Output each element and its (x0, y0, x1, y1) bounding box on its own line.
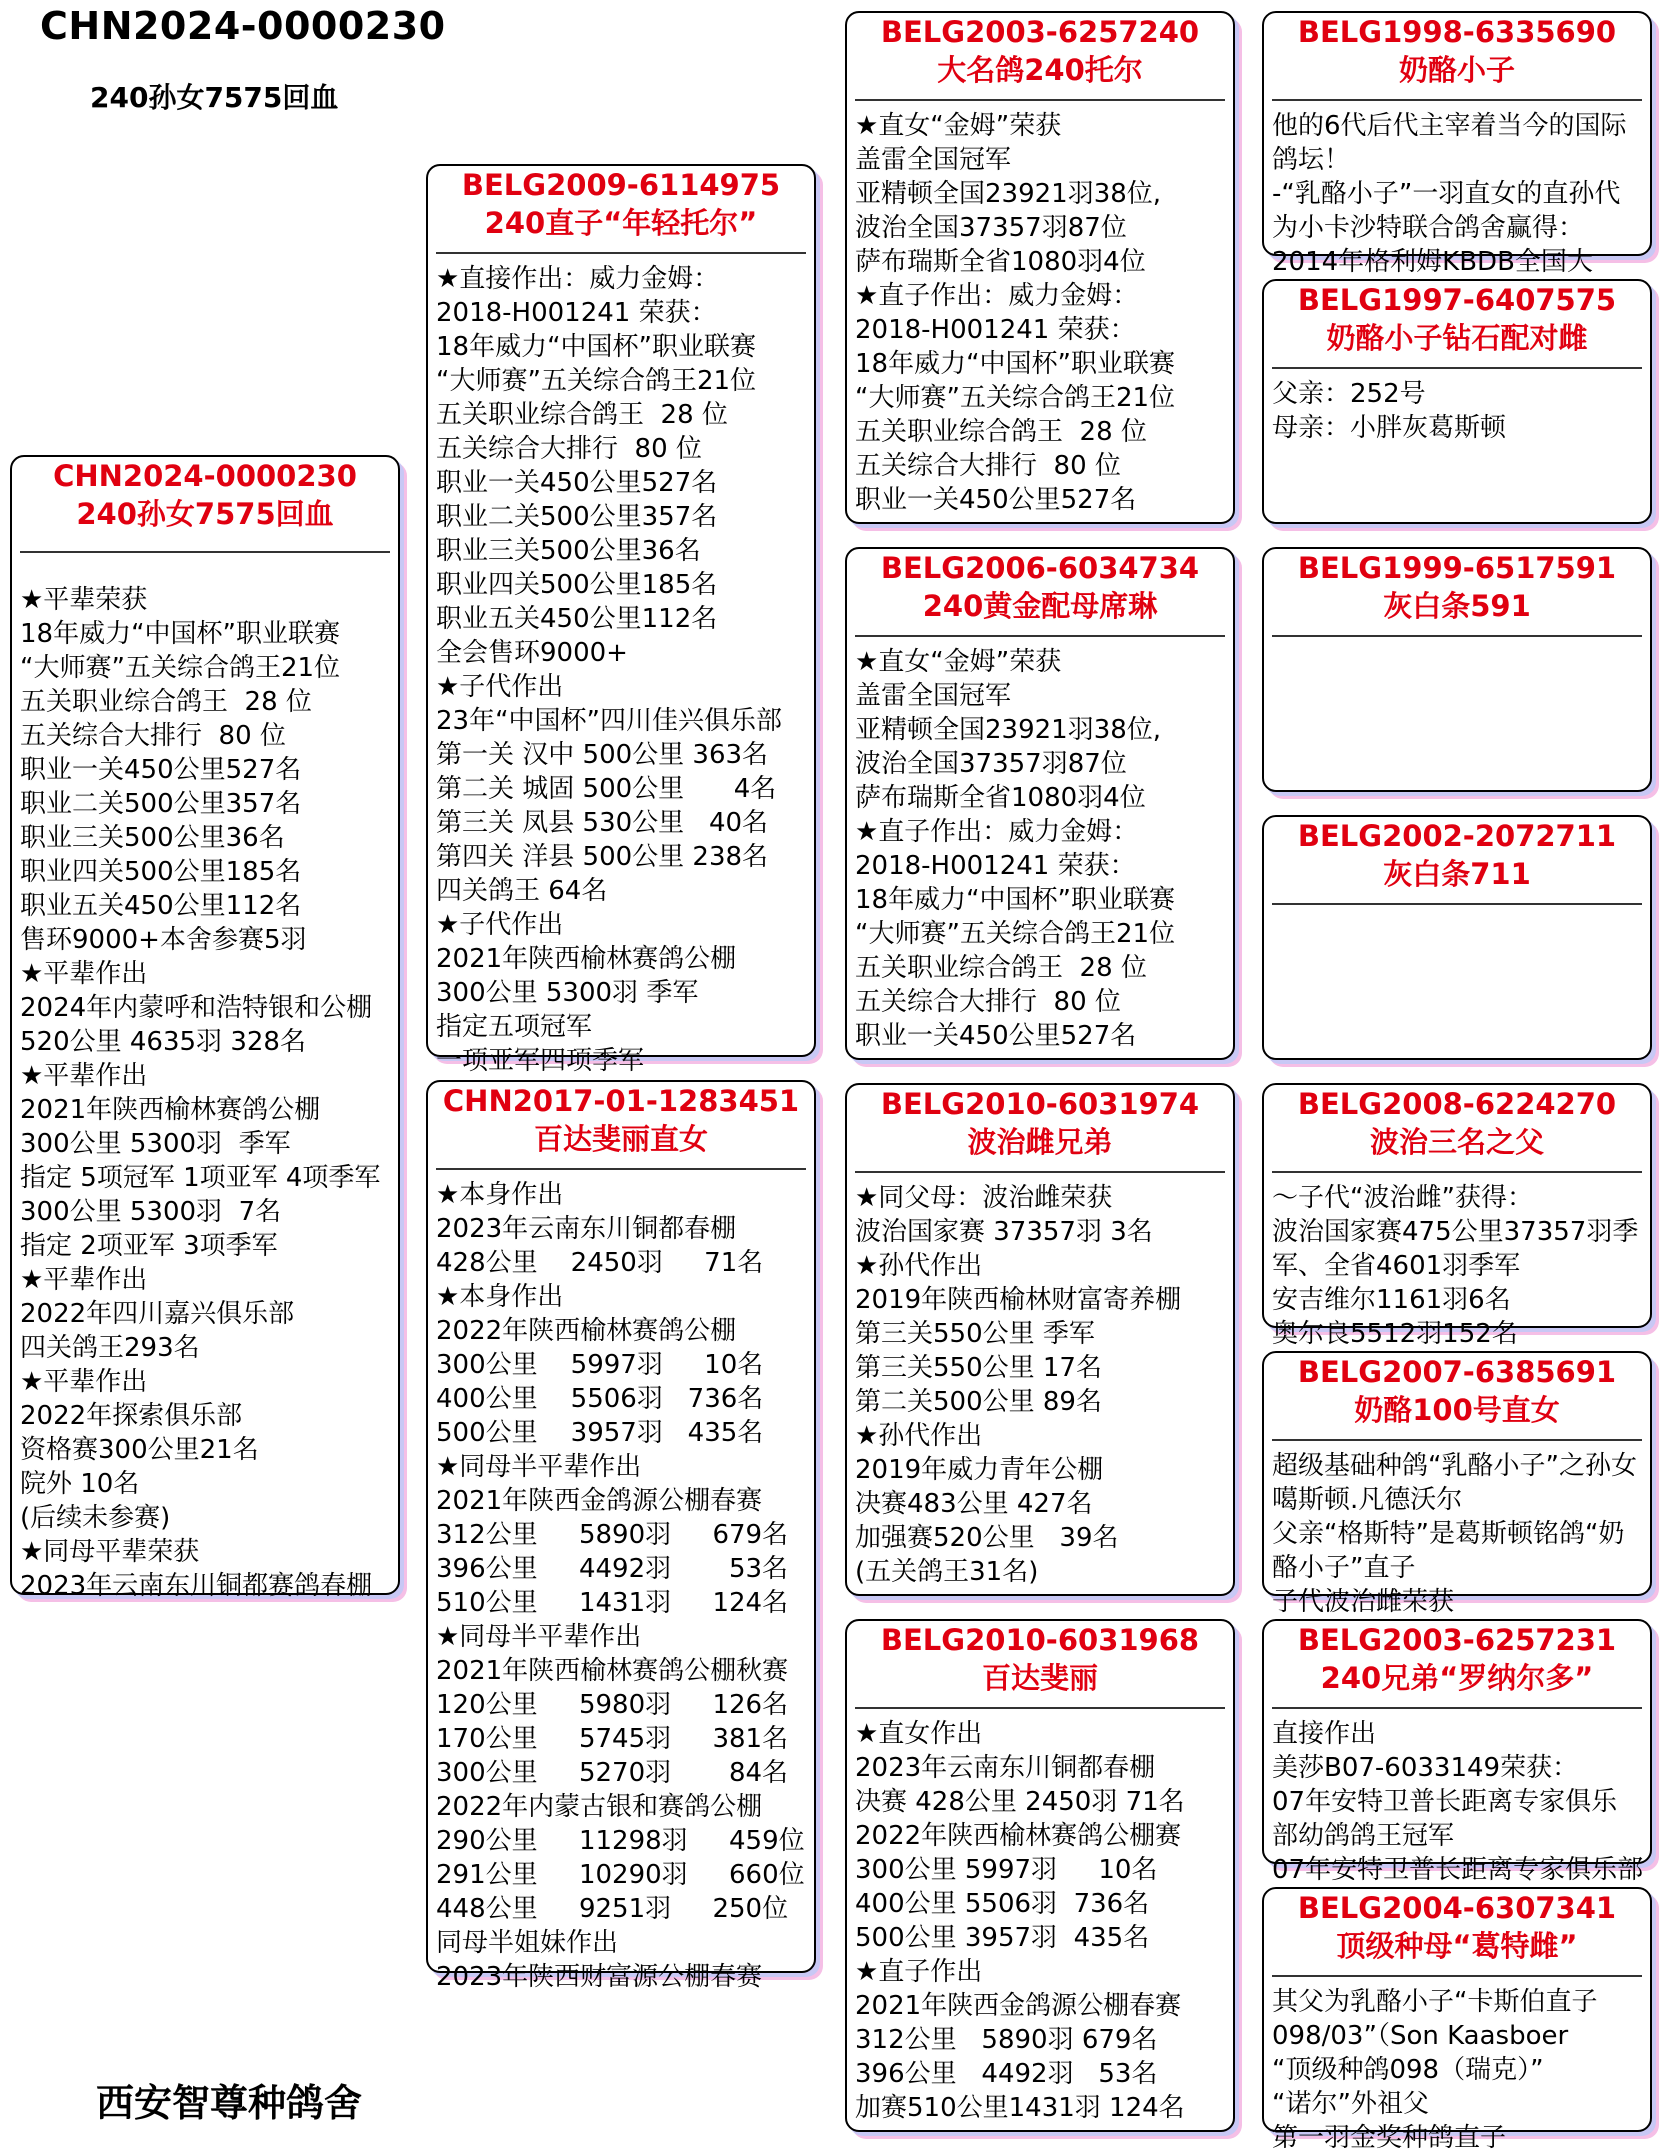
pedigree-card-sire-sire-dam[interactable] (1262, 279, 1652, 524)
achievement-line: 2022年陕西榆林赛鸽公棚 (436, 1316, 737, 1346)
achievement-line: 决赛 428公里 2450羽 71名 (855, 1787, 1185, 1817)
achievements-text (1264, 1449, 1650, 1619)
ring-number: BELG2003-6257231 (1297, 1623, 1617, 1657)
achievement-line: 职业一关450公里527名 (855, 485, 1137, 515)
achievement-line: 2018-H001241 荣获： (855, 851, 1136, 881)
divider (855, 1707, 1225, 1709)
achievement-line: ～子代“波治雌”获得： (1272, 1183, 1533, 1213)
achievement-line: 300公里 5300羽 季军 (436, 978, 699, 1008)
divider (436, 1168, 806, 1170)
achievement-line: 07年安特卫普长距离专家俱乐 (1272, 1787, 1618, 1817)
achievement-line: 五关综合大排行 80 位 (436, 434, 702, 464)
achievements-text (428, 1178, 814, 1994)
achievement-line: 18年威力“中国杯”职业联赛 (855, 885, 1176, 915)
achievement-line: 母亲：小胖灰葛斯顿 (1272, 413, 1507, 443)
achievement-line: 职业一关450公里527名 (855, 1021, 1137, 1051)
divider (855, 1171, 1225, 1173)
achievement-line: ★同母平辈荣获 (20, 1537, 200, 1567)
pedigree-card-dam-dam-dam[interactable] (1262, 1887, 1652, 2153)
achievement-line: 520公里 4635羽 328名 (20, 1027, 306, 1057)
achievement-line: 售环9000+本舍参赛5羽 (20, 925, 307, 955)
achievement-line: 父亲“格斯特”是葛斯顿铭鸽“奶 (1272, 1519, 1625, 1549)
achievement-line: 2022年陕西榆林赛鸽公棚赛 (855, 1821, 1182, 1851)
achievement-line: 四关鸽王 64名 (436, 876, 608, 906)
achievements-text (1264, 109, 1650, 279)
pedigree-card-dam-sire[interactable] (845, 1083, 1235, 1596)
achievement-line: 盖雷全国冠军 (855, 145, 1012, 175)
pedigree-card-subject[interactable] (10, 455, 400, 1601)
achievement-line: (后续未参赛) (20, 1503, 171, 1533)
divider (436, 252, 806, 254)
achievement-line: 亚精顿全国23921羽38位, (855, 715, 1162, 745)
achievement-line: ★平辈作出 (20, 1265, 148, 1295)
achievement-line: ★孙代作出 (855, 1421, 983, 1451)
achievements-text (1264, 1717, 1650, 1887)
achievement-line: 院外 10名 (20, 1469, 140, 1499)
pedigree-card-sire-dam-sire[interactable] (1262, 547, 1652, 792)
achievement-line: 鸽坛！ (1272, 145, 1351, 175)
achievement-line: 五关综合大排行 80 位 (855, 987, 1121, 1017)
pigeon-name: 顶级种母“葛特雌” (1336, 1929, 1578, 1963)
pigeon-name: 240黄金配母席琳 (922, 589, 1158, 623)
achievement-line: 波治全国37357羽87位 (855, 749, 1127, 779)
achievement-line: “诺尔”外祖父 (1272, 2089, 1429, 2119)
ring-number: CHN2017-01-1283451 (442, 1084, 800, 1118)
achievement-line: “大师赛”五关综合鸽王21位 (855, 383, 1176, 413)
achievement-line: ★平辈作出 (20, 959, 148, 989)
achievement-line: 400公里 5506羽 736名 (855, 1889, 1150, 1919)
pigeon-name: 百达斐丽直女 (533, 1122, 708, 1156)
pigeon-name: 波治三名之父 (1369, 1125, 1544, 1159)
page-subtitle-pigeon-name: 240孙女7575回血 (90, 81, 339, 114)
achievement-line: 500公里 3957羽 435名 (855, 1923, 1150, 1953)
achievement-line: 第二关 城固 500公里 4名 (436, 774, 777, 804)
achievement-line: 一项亚军四项季军 (436, 1046, 645, 1076)
achievement-line: 第一关 汉中 500公里 363名 (436, 740, 769, 770)
achievement-line: 职业四关500公里185名 (20, 857, 302, 887)
achievement-line: 098/03”（Son Kaasboer (1272, 2021, 1569, 2051)
achievement-line: 2021年陕西榆林赛鸽公棚 (436, 944, 737, 974)
achievement-line: 第三关550公里 季军 (855, 1319, 1095, 1349)
achievements-text (1264, 377, 1650, 445)
achievements-text (428, 262, 814, 1078)
achievement-line: 职业二关500公里357名 (20, 789, 302, 819)
pedigree-card-dam-sire-dam[interactable] (1262, 1351, 1652, 1617)
ring-number: BELG2004-6307341 (1297, 1891, 1617, 1925)
achievement-line: 312公里 5890羽 679名 (436, 1520, 789, 1550)
pigeon-name: 奶酪100号直女 (1354, 1393, 1560, 1427)
achievement-line: 他的6代后代主宰着当今的国际 (1272, 111, 1627, 141)
achievement-line: “顶级种鸽098（瑞克）” (1272, 2055, 1544, 2085)
pigeon-name: 灰白条591 (1383, 589, 1531, 623)
achievement-line: 指定 5项冠军 1项亚军 4项季军 (20, 1163, 381, 1193)
achievement-line: 父亲：252号 (1272, 379, 1426, 409)
achievement-line: 指定五项冠军 (436, 1012, 593, 1042)
achievement-line: 五关职业综合鸽王 28 位 (20, 687, 312, 717)
achievement-line: ★直接作出：威力金姆： (436, 264, 720, 294)
ring-number: BELG2003-6257240 (880, 15, 1200, 49)
achievement-line: 职业五关450公里112名 (20, 891, 302, 921)
achievement-line: 2021年陕西金鸽源公棚春赛 (436, 1486, 763, 1516)
page-title-ring-number: CHN2024-0000230 (40, 4, 446, 48)
ring-number: CHN2024-0000230 (53, 459, 357, 493)
divider (1272, 1439, 1642, 1441)
pedigree-card-sire[interactable] (426, 164, 816, 1076)
achievement-line: 波治国家赛 37357羽 3名 (855, 1217, 1153, 1247)
pedigree-card-sire-sire[interactable] (845, 11, 1235, 524)
pigeon-name: 240兄弟“罗纳尔多” (1320, 1661, 1594, 1695)
achievement-line: 职业三关500公里36名 (20, 823, 285, 853)
achievement-line: 安吉维尔1161羽6名 (1272, 1285, 1511, 1315)
achievement-line: ★本身作出 (436, 1180, 564, 1210)
achievement-line: ★直女“金姆”荣获 (855, 647, 1062, 677)
achievement-line: 职业二关500公里357名 (436, 502, 718, 532)
achievement-line: 312公里 5890羽 679名 (855, 2025, 1158, 2055)
achievement-line: 300公里 5300羽 季军 (20, 1129, 291, 1159)
ring-number: BELG1997-6407575 (1297, 283, 1617, 317)
achievement-line: 职业一关450公里527名 (436, 468, 718, 498)
ring-number: BELG2002-2072711 (1297, 819, 1617, 853)
achievement-line: ★同母半平辈作出 (436, 1622, 642, 1652)
achievement-line: 18年威力“中国杯”职业联赛 (20, 619, 341, 649)
pedigree-card-dam-dam-sire[interactable] (1262, 1619, 1652, 1885)
achievement-line: 直接作出 (1272, 1719, 1377, 1749)
divider (1272, 903, 1642, 905)
achievement-line: 396公里 4492羽 53名 (436, 1554, 789, 1584)
achievement-line: 2023年云南东川铜都赛鸽春棚 (20, 1571, 373, 1601)
achievement-line: 2022年内蒙古银和赛鸽公棚 (436, 1792, 763, 1822)
achievement-line: 第二关500公里 89名 (855, 1387, 1102, 1417)
achievement-line: ★同母半平辈作出 (436, 1452, 642, 1482)
divider (855, 635, 1225, 637)
ring-number: BELG2009-6114975 (461, 168, 781, 202)
achievements-text (1264, 1181, 1650, 1351)
achievement-line: 300公里 5270羽 84名 (436, 1758, 789, 1788)
achievement-line: 2021年陕西榆林赛鸽公棚秋赛 (436, 1656, 789, 1686)
achievement-line: 2018-H001241 荣获： (436, 298, 717, 328)
achievement-line: 萨布瑞斯全省1080羽4位 (855, 783, 1146, 813)
achievement-line: 2021年陕西金鸽源公棚春赛 (855, 1991, 1182, 2021)
achievement-line: 五关职业综合鸽王 28 位 (855, 953, 1147, 983)
achievement-line: (五关鸽王31名) (855, 1557, 1039, 1587)
achievements-text (847, 109, 1233, 517)
ring-number: BELG1998-6335690 (1297, 15, 1617, 49)
achievement-line: 超级基础种鸽“乳酪小子”之孙女 (1272, 1451, 1637, 1481)
pedigree-card-dam-sire-sire[interactable] (1262, 1083, 1652, 1349)
achievement-line: 五关职业综合鸽王 28 位 (436, 400, 728, 430)
achievement-line: 500公里 3957羽 435名 (436, 1418, 764, 1448)
pedigree-card-dam[interactable] (426, 1080, 816, 1992)
achievement-line: 五关综合大排行 80 位 (20, 721, 286, 751)
loft-name-footer: 西安智尊种鸽舍 (96, 2081, 363, 2125)
achievement-line: 军、全省4601羽季军 (1272, 1251, 1521, 1281)
pigeon-name: 灰白条711 (1383, 857, 1531, 891)
achievement-line: 510公里 1431羽 124名 (436, 1588, 789, 1618)
achievement-line: ★平辈作出 (20, 1061, 148, 1091)
achievement-line: 2022年四川嘉兴俱乐部 (20, 1299, 295, 1329)
achievement-line: “大师赛”五关综合鸽王21位 (436, 366, 757, 396)
divider (1272, 1707, 1642, 1709)
achievement-line: 亚精顿全国23921羽38位, (855, 179, 1162, 209)
achievement-line: 396公里 4492羽 53名 (855, 2059, 1158, 2089)
achievement-line: 23年“中国杯”四川佳兴俱乐部 (436, 706, 783, 736)
achievement-line: 职业一关450公里527名 (20, 755, 302, 785)
achievement-line: 2023年云南东川铜都春棚 (436, 1214, 737, 1244)
achievement-line: ★平辈荣获 (20, 585, 148, 615)
achievements-text (847, 1717, 1233, 2125)
divider (1272, 367, 1642, 369)
achievement-line: 子代波治雌荣获 (1272, 1587, 1455, 1617)
achievement-line: “大师赛”五关综合鸽王21位 (20, 653, 341, 683)
achievement-line: 2023年陕西财富源公棚春赛 (436, 1962, 763, 1992)
achievement-line: 噶斯顿.凡德沃尔 (1272, 1485, 1463, 1515)
achievement-line: 2024年内蒙呼和浩特银和公棚 (20, 993, 373, 1023)
achievement-line: 其父为乳酪小子“卡斯伯直子 (1272, 1987, 1598, 2017)
achievement-line: 决赛483公里 427名 (855, 1489, 1093, 1519)
achievement-line: 职业五关450公里112名 (436, 604, 718, 634)
achievements-text (847, 1181, 1233, 1589)
achievement-line: 300公里 5997羽 10名 (855, 1855, 1158, 1885)
achievement-line: 四关鸽王293名 (20, 1333, 200, 1363)
ring-number: BELG2006-6034734 (880, 551, 1200, 585)
achievement-line: 07年安特卫普长距离专家俱乐部 (1272, 1855, 1644, 1885)
pedigree-card-sire-dam-dam[interactable] (1262, 815, 1652, 1060)
achievement-line: 五关职业综合鸽王 28 位 (855, 417, 1147, 447)
achievement-line: 加赛510公里1431羽 124名 (855, 2093, 1185, 2123)
achievement-line: 291公里 10290羽 660位 (436, 1860, 805, 1890)
achievement-line: 448公里 9251羽 250位 (436, 1894, 789, 1924)
divider (855, 99, 1225, 101)
divider (1272, 1171, 1642, 1173)
achievement-line: ★同父母：波治雌荣获 (855, 1183, 1113, 1213)
divider (1272, 1975, 1642, 1977)
divider (1272, 99, 1642, 101)
achievement-line: -“乳酪小子”一羽直女的直孙代 (1272, 179, 1621, 209)
achievement-line: 第三关550公里 17名 (855, 1353, 1102, 1383)
achievement-line: 2019年威力青年公棚 (855, 1455, 1104, 1485)
achievement-line: 为小卡沙特联合鸽舍赢得： (1272, 213, 1585, 243)
achievement-line: 加强赛520公里 39名 (855, 1523, 1119, 1553)
achievement-line: 职业四关500公里185名 (436, 570, 718, 600)
ring-number: BELG2010-6031968 (880, 1623, 1200, 1657)
achievement-line: 170公里 5745羽 381名 (436, 1724, 789, 1754)
pedigree-card-sire-sire-sire[interactable] (1262, 11, 1652, 277)
achievement-line: ★平辈作出 (20, 1367, 148, 1397)
achievement-line: 18年威力“中国杯”职业联赛 (855, 349, 1176, 379)
achievement-line: 400公里 5506羽 736名 (436, 1384, 764, 1414)
ring-number: BELG2007-6385691 (1297, 1355, 1617, 1389)
ring-number: BELG1999-6517591 (1297, 551, 1617, 585)
achievement-line: ★直子作出：威力金姆： (855, 817, 1139, 847)
ring-number: BELG2010-6031974 (880, 1087, 1200, 1121)
achievements-text (12, 583, 398, 1603)
pedigree-card-sire-dam[interactable] (845, 547, 1235, 1060)
pedigree-card-dam-dam[interactable] (845, 1619, 1235, 2132)
divider (20, 551, 390, 553)
pigeon-name: 百达斐丽 (981, 1661, 1098, 1695)
achievement-line: 290公里 11298羽 459位 (436, 1826, 805, 1856)
achievement-line: ★子代作出 (436, 910, 564, 940)
achievement-line: 428公里 2450羽 71名 (436, 1248, 764, 1278)
achievement-line: 指定 2项亚军 3项季军 (20, 1231, 278, 1261)
achievement-line: ★直子作出 (855, 1957, 983, 1987)
achievement-line: 300公里 5300羽 7名 (20, 1197, 282, 1227)
achievement-line: “大师赛”五关综合鸽王21位 (855, 919, 1176, 949)
achievement-line: 波治全国37357羽87位 (855, 213, 1127, 243)
achievement-line: 盖雷全国冠军 (855, 681, 1012, 711)
pigeon-name: 大名鸽240托尔 (937, 53, 1143, 87)
achievement-line: 2018-H001241 荣获： (855, 315, 1136, 345)
achievement-line: 美莎B07-6033149荣获： (1272, 1753, 1579, 1783)
achievement-line: 酪小子”直子 (1272, 1553, 1416, 1583)
achievement-line: 2022年探索俱乐部 (20, 1401, 243, 1431)
ring-number: BELG2008-6224270 (1297, 1087, 1617, 1121)
achievement-line: 2023年云南东川铜都春棚 (855, 1753, 1156, 1783)
achievement-line: 2014年格利姆KBDB全国大 (1272, 247, 1593, 277)
achievement-line: 资格赛300公里21名 (20, 1435, 259, 1465)
achievement-line: ★直女作出 (855, 1719, 983, 1749)
achievement-line: ★子代作出 (436, 672, 564, 702)
pigeon-name: 240孙女7575回血 (76, 497, 334, 531)
achievement-line: 五关综合大排行 80 位 (855, 451, 1121, 481)
achievement-line: 300公里 5997羽 10名 (436, 1350, 764, 1380)
achievement-line: 第一羽金奖种鸽直子 (1272, 2123, 1507, 2153)
achievement-line: 第四关 洋县 500公里 238名 (436, 842, 769, 872)
pigeon-name: 波治雌兄弟 (967, 1125, 1113, 1159)
achievement-line: 第三关 凤县 530公里 40名 (436, 808, 769, 838)
divider (1272, 635, 1642, 637)
achievements-text (1264, 1985, 1650, 2155)
pigeon-name: 奶酪小子钻石配对雌 (1326, 321, 1588, 355)
achievement-line: 2021年陕西榆林赛鸽公棚 (20, 1095, 321, 1125)
achievements-text (847, 645, 1233, 1053)
achievement-line: 120公里 5980羽 126名 (436, 1690, 789, 1720)
achievement-line: 部幼鸽鸽王冠军 (1272, 1821, 1455, 1851)
achievement-line: 奥尔良5512羽152名 (1272, 1319, 1518, 1349)
achievement-line: ★孙代作出 (855, 1251, 983, 1281)
pigeon-name: 奶酪小子 (1398, 53, 1515, 87)
achievement-line: 同母半姐妹作出 (436, 1928, 619, 1958)
achievement-line: ★直女“金姆”荣获 (855, 111, 1062, 141)
achievement-line: 职业三关500公里36名 (436, 536, 701, 566)
achievement-line: 全会售环9000+ (436, 638, 628, 668)
achievement-line: 萨布瑞斯全省1080羽4位 (855, 247, 1146, 277)
achievement-line: 18年威力“中国杯”职业联赛 (436, 332, 757, 362)
achievement-line: ★直子作出：威力金姆： (855, 281, 1139, 311)
achievement-line: 波治国家赛475公里37357羽季 (1272, 1217, 1639, 1247)
achievement-line: 2019年陕西榆林财富寄养棚 (855, 1285, 1182, 1315)
achievement-line: ★本身作出 (436, 1282, 564, 1312)
pigeon-name: 240直子“年轻托尔” (484, 206, 758, 240)
